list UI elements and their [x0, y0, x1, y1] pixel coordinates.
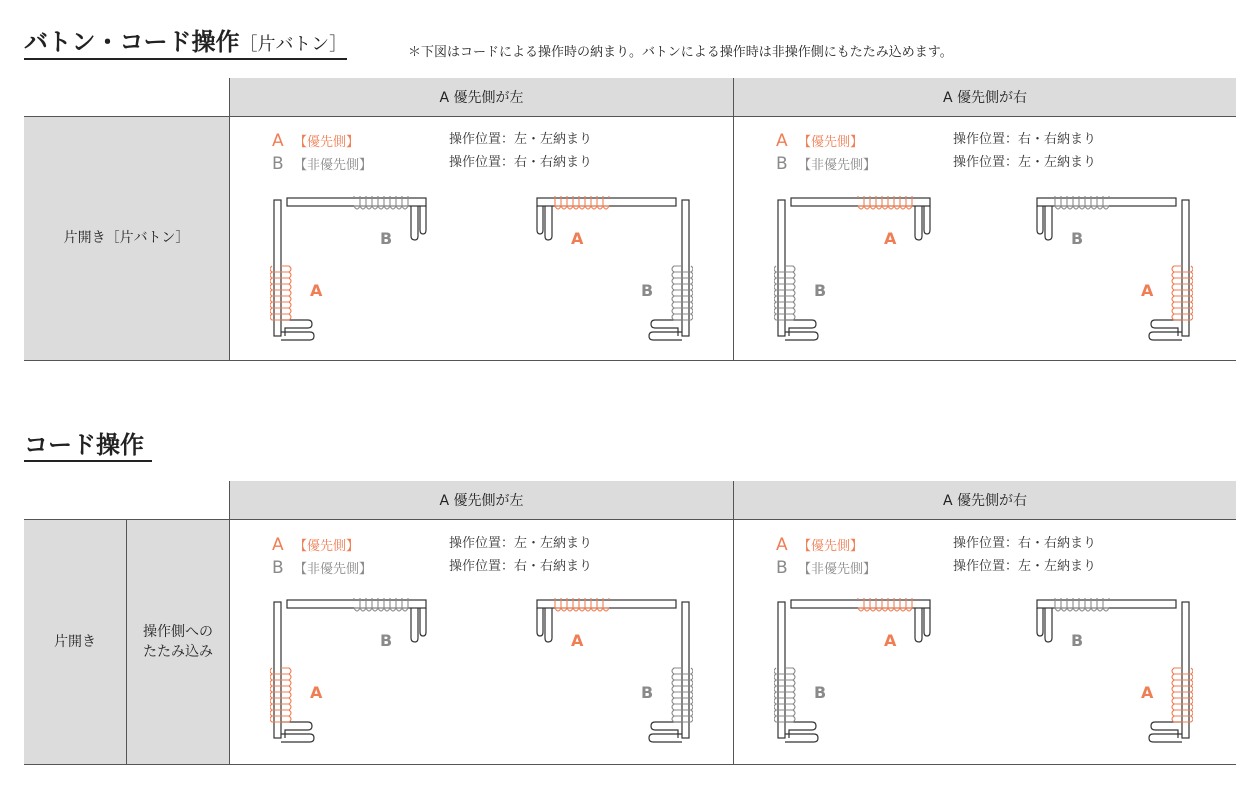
legend-tag-b: 【非優先側】 [294, 158, 373, 173]
legend-letter-a: A [272, 131, 284, 151]
vertical-wall [274, 602, 281, 738]
legend-tag-b: 【非優先側】 [798, 158, 877, 173]
curtain-layout-diagram [270, 598, 430, 743]
diagram-label-a: A [884, 229, 897, 248]
vertical-wall [682, 602, 689, 738]
vertical-wall [274, 200, 281, 336]
legend-position-b: 操作位置：左・左納まり [953, 559, 1097, 574]
section1-table-bottom [24, 360, 1236, 361]
horizontal-rail [537, 198, 676, 206]
legend-position-b: 操作位置：右・右納まり [449, 559, 593, 574]
diagram-label-a: A [1141, 281, 1154, 300]
diagram-label-b: B [1071, 631, 1084, 650]
legend-row-b [776, 154, 1097, 174]
section2-table-bottom [24, 764, 1236, 765]
section1-title-underline [24, 58, 347, 60]
legend-position-a: 操作位置：右・右納まり [953, 132, 1097, 147]
legend-position-a: 操作位置：左・左納まり [449, 132, 593, 147]
section2-title: コード操作 [24, 431, 144, 459]
diagram-label-a: A [571, 631, 584, 650]
legend-letter-a: A [272, 535, 284, 555]
diagram-label-b: B [814, 683, 827, 702]
curtain-layout-diagram [533, 598, 693, 743]
horizontal-rail [537, 600, 676, 608]
curtain-layout-diagram [1033, 598, 1193, 743]
legend-position-a: 操作位置：左・左納まり [449, 536, 593, 551]
section1-col-divider [229, 78, 230, 361]
horizontal-rail [1037, 198, 1176, 206]
curtain-layout-diagram [774, 598, 934, 743]
legend-tag-a: 【優先側】 [798, 135, 864, 150]
section2-header-left: A 優先側が左 [230, 481, 733, 520]
section1-note: ＊下図はコードによる操作時の納まり。バトンによる操作時は非操作側にもたたみ込めます。 [408, 45, 953, 60]
section1-header-right: A 優先側が右 [734, 78, 1236, 117]
section2-col-divider-mid [733, 481, 734, 765]
section1-title-sub: ［片バトン］ [239, 34, 348, 55]
legend-letter-a: A [776, 131, 788, 151]
horizontal-rail [287, 198, 426, 206]
legend-row-b [272, 558, 593, 578]
legend-row-a [776, 535, 1097, 555]
legend-row-a [272, 131, 593, 151]
horizontal-rail [791, 600, 930, 608]
vertical-wall [778, 200, 785, 336]
diagram-label-a: A [884, 631, 897, 650]
legend-position-b: 操作位置：右・右納まり [449, 155, 593, 170]
diagram-label-a: A [571, 229, 584, 248]
diagram-label-b: B [814, 281, 827, 300]
diagram-label-b: B [380, 631, 393, 650]
curtain-layout-diagram [270, 196, 430, 341]
section2-title-underline [24, 460, 152, 462]
section1-row-label: 片開き［片バトン］ [24, 117, 229, 360]
curtain-layout-diagram [533, 196, 693, 341]
section1-col-divider-mid [733, 78, 734, 361]
diagram-label-b: B [641, 683, 654, 702]
section1-header-left: A 優先側が左 [230, 78, 733, 117]
section2-row-sublabel: 操作側への たたみ込み [127, 520, 229, 764]
legend-letter-b: B [272, 558, 284, 578]
diagram-label-a: A [310, 683, 323, 702]
horizontal-rail [287, 600, 426, 608]
legend-row-a [776, 131, 1097, 151]
vertical-wall [1182, 602, 1189, 738]
horizontal-rail [791, 198, 930, 206]
legend-tag-a: 【優先側】 [798, 539, 864, 554]
section2-header-right: A 優先側が右 [734, 481, 1236, 520]
section2-row-label: 片開き [24, 520, 126, 764]
legend-row-a [272, 535, 593, 555]
legend-tag-b: 【非優先側】 [294, 562, 373, 577]
legend-tag-a: 【優先側】 [294, 539, 360, 554]
vertical-wall [682, 200, 689, 336]
diagram-label-a: A [310, 281, 323, 300]
horizontal-rail [1037, 600, 1176, 608]
legend-letter-b: B [776, 558, 788, 578]
legend-tag-a: 【優先側】 [294, 135, 360, 150]
vertical-wall [778, 602, 785, 738]
curtain-layout-diagram [774, 196, 934, 341]
section1-title: バトン・コード操作［片バトン］ [24, 28, 348, 56]
diagram-label-b: B [380, 229, 393, 248]
section2-col-divider [229, 481, 230, 765]
diagram-label-a: A [1141, 683, 1154, 702]
legend-row-b [272, 154, 593, 174]
diagram-label-b: B [1071, 229, 1084, 248]
legend-letter-a: A [776, 535, 788, 555]
legend-position-b: 操作位置：左・左納まり [953, 155, 1097, 170]
legend-row-b [776, 558, 1097, 578]
diagram-label-b: B [641, 281, 654, 300]
vertical-wall [1182, 200, 1189, 336]
legend-tag-b: 【非優先側】 [798, 562, 877, 577]
legend-letter-b: B [272, 154, 284, 174]
legend-letter-b: B [776, 154, 788, 174]
legend-position-a: 操作位置：右・右納まり [953, 536, 1097, 551]
curtain-layout-diagram [1033, 196, 1193, 341]
